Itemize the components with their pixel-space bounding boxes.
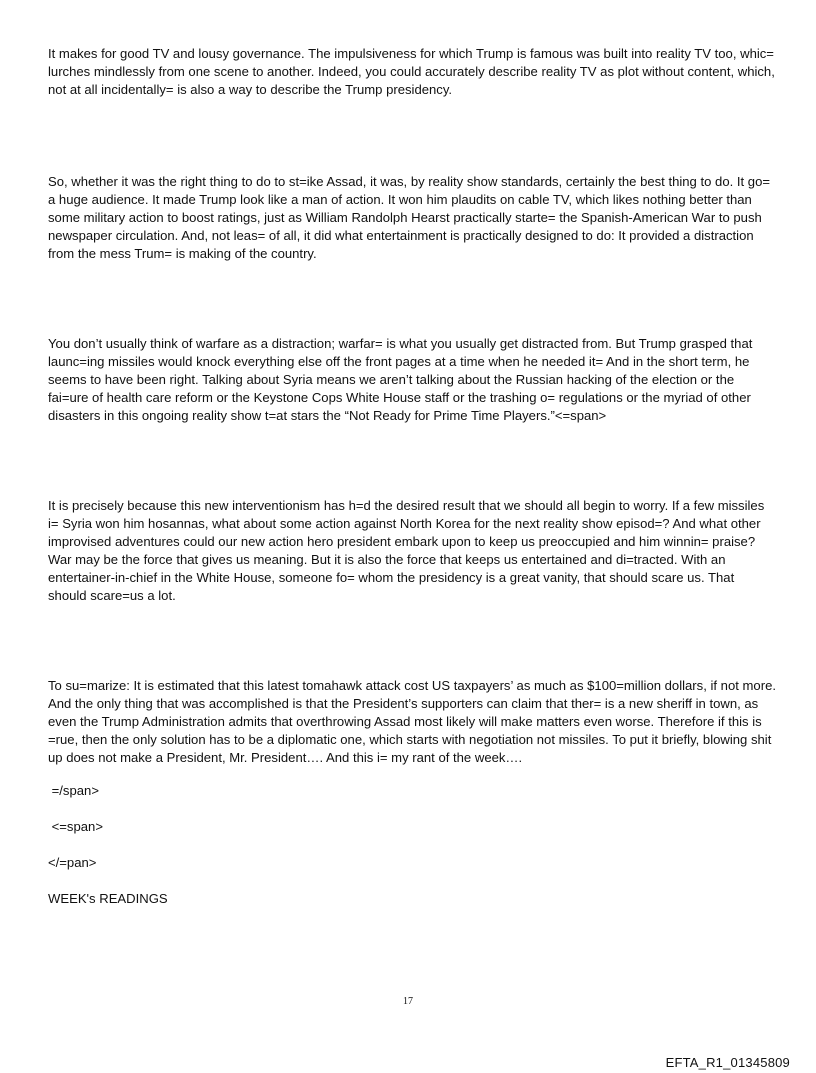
paragraph-2: So, whether it was the right thing to do to st=ike Assad, it was, by reality show standards, certainly the best thing to do. It go= a huge audience. It made Trump look like a man of action. It won him plaudits on cable TV, which likes nothing better than some military action to boost ratings, just as William Randolph Hearst practically starte= the Spanish-American War to push newspaper circulation. And, not leas= of all, it did what entertainment is practically designed to do: It provided a distraction from the mess Trum= is making of the country.	[48, 174, 771, 261]
section-heading: WEEK's READINGS	[48, 891, 168, 906]
bates-number: EFTA_R1_01345809	[665, 1055, 790, 1070]
stray-fragment-3: </=pan>	[48, 855, 97, 870]
paragraph-3: You don’t usually think of warfare as a distraction; warfar= is what you usually get distracted from. But Trump grasped that launc=ing missiles would knock everything else off the front pages at a time when he needed it= And in the short term, he seems to have been right. Talking about Syria means we aren’t talking about the Russian hacking of the election or the fai=ure of health care reform or the Keystone Cops White House staff or the trashing o= regulations or the myriad of other disasters in this ongoing reality show t=at stars the “Not Ready for Prime Time Players.”<=span>	[48, 336, 753, 423]
paragraph-5: To su=marize: It is estimated that this latest tomahawk attack cost US taxpayers’ as much as $100=million dollars, if not more. And the only thing that was accomplished is that the President’s supporters can claim that ther= is a new sheriff in town, as even the Trump Administration admits that overthrowing Assad most likely will make matters even worse. Therefore if this is =rue, then the only solution has to be a diplomatic one, which starts with negotiation not missiles. To put it briefly, blowing shit up does not make a President, Mr. President…. And this i= my rant of the week….	[48, 678, 776, 765]
stray-fragment-1: =/span>	[48, 783, 99, 798]
page-number: 17	[403, 996, 413, 1007]
paragraph-1: It makes for good TV and lousy governance. The impulsiveness for which Trump is famous was built into reality TV too, whic= lurches mindlessly from one scene to another. Indeed, you could accurately describe reality TV as plot without content, which, not at all incidentally= is also a way to describe the Trump presidency.	[48, 46, 775, 97]
stray-fragment-2: <=span>	[48, 819, 103, 834]
paragraph-4: It is precisely because this new interventionism has h=d the desired result that we should all begin to worry. If a few missiles i= Syria won him hosannas, what about some action against North Korea for the next reality show episod=? And what other improvised adventures could our new action hero president embark upon to keep us preoccupied and him winnin= praise? War may be the force that gives us meaning. But it is also the force that keeps us entertained and di=tracted. With an entertainer-in-chief in the White House, someone fo= whom the presidency is a great vanity, that should scare us. That should scare=us a lot.	[48, 498, 765, 603]
